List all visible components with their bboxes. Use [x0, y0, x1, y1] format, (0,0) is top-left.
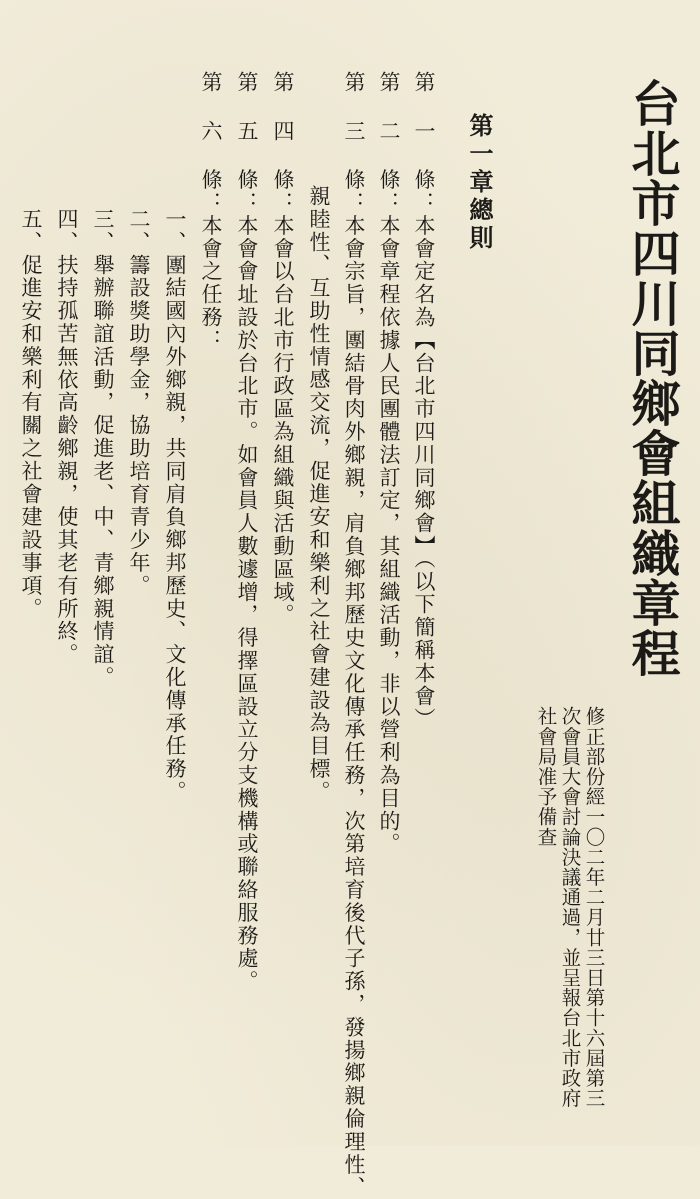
article-6: 第 六 條：本會之任務： — [199, 71, 223, 352]
article-3-continuation: 親睦性、互助性情感交流，促進安和樂利之社會建設為目標。 — [307, 185, 331, 804]
article-2: 第 二 條：本會章程依據人民團體法訂定，其組織活動，非以營利為目的。 — [377, 71, 401, 856]
amendment-note-line-2: 次會員大會討論決議通過，並呈報台北市政府 — [558, 706, 582, 1108]
task-item-4: 四、扶持孤苦無依高齡鄉親，使其老有所終。 — [55, 208, 79, 666]
document-title: 台北市四川同鄉會組織章程 — [624, 78, 682, 678]
task-item-3: 三、舉辦聯誼活動，促進老、中、青鄉親情誼。 — [91, 208, 115, 689]
amendment-note-line-1: 修正部份經一〇二年二月廿三日第十六屆第三 — [582, 706, 606, 1108]
article-3: 第 三 條：本會宗旨，團結骨肉外鄉親，肩負鄉邦歷史文化傳承任務，次第培育後代子孫，發揚鄉親倫理性、 — [342, 71, 366, 1199]
article-4: 第 四 條：本會以台北市行政區為組織與活動區域。 — [271, 71, 295, 627]
task-item-1: 一、團結國內外鄉親，共同肩負鄉邦歷史、文化傳承任務。 — [163, 208, 187, 804]
amendment-note-line-3: 社會局准予備查 — [534, 706, 558, 847]
article-5: 第 五 條：本會會址設於台北市。如會員人數遽增，得擇區設立分支機構或聯絡服務處。 — [235, 71, 259, 993]
chapter-heading: 第一章總則 — [465, 113, 494, 253]
task-item-5: 五、促進安和樂利有關之社會建設事項。 — [19, 208, 43, 621]
task-item-2: 二、籌設獎助學金，協助培育青少年。 — [127, 208, 151, 598]
article-1: 第 一 條：本會定名為【台北市四川同鄉會】（以下簡稱本會） — [412, 71, 436, 731]
